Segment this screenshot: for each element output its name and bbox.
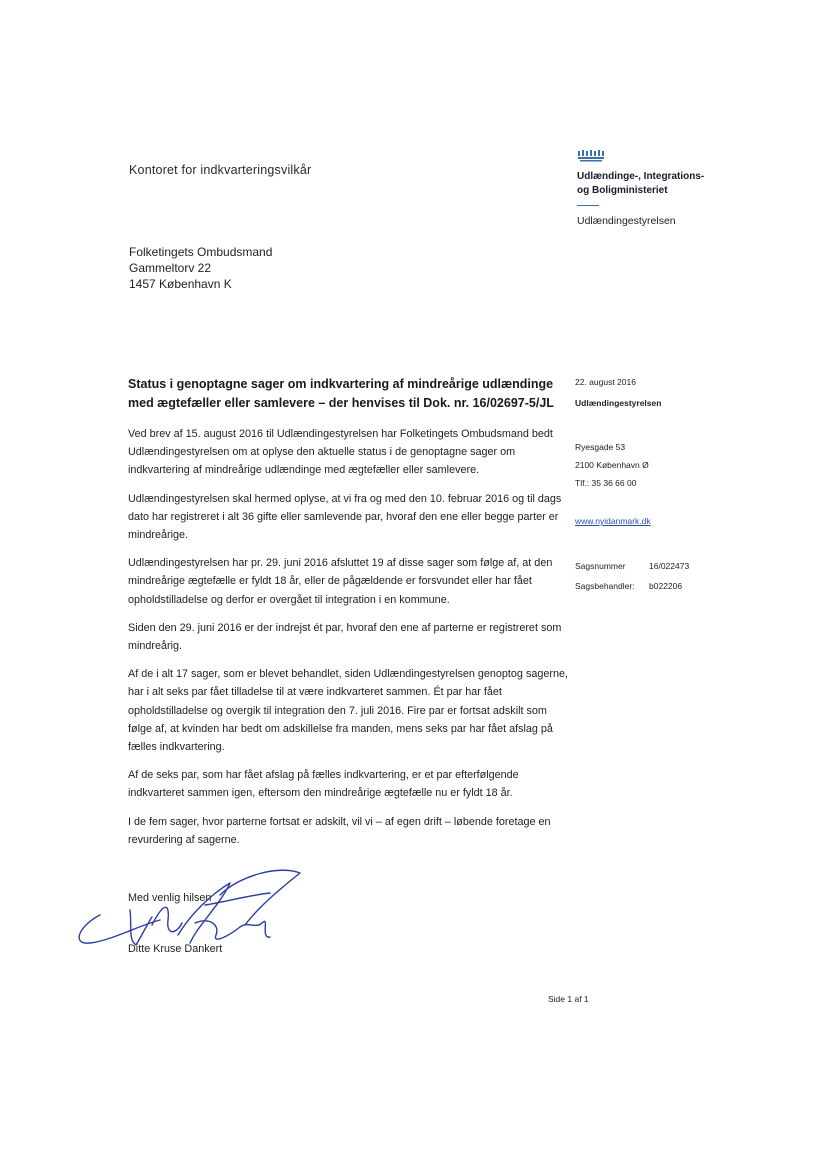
body-paragraph: Af de seks par, som har fået afslag på fælles indkvartering, er et par efterfølgende indkvarteret sammen igen, eftersom den mindreårige ægtefælle nu er fyldt 18 år. <box>128 769 519 800</box>
address-line: 2100 København Ø <box>575 460 649 470</box>
handwritten-signature <box>70 865 330 960</box>
ministry-line-1: Udlændinge-, Integrations- <box>577 171 705 182</box>
phone-number: Tlf.: 35 36 66 00 <box>575 478 637 488</box>
letter-date: 22. august 2016 <box>575 377 636 387</box>
case-meta <box>575 556 689 596</box>
body-paragraph: Udlændingestyrelsen har pr. 29. juni 2016 afsluttet 19 af disse sager som følge af, at den mindreårige ægtefælle er fyldt 18 år, eller de pågældende er forsvundet eller har fået opholdstilladelse og derfor er overgået til integration i en kommune. <box>128 557 553 606</box>
case-handler-row <box>575 576 689 596</box>
body-paragraph: Ved brev af 15. august 2016 til Udlændingestyrelsen har Folketingets Ombudsmand bedt Udlændingestyrelsen om at oplyse den aktuelle status i de genoptagne sager om indkvartering af mindreårige udlændinge med ægtefæller eller samlevere. <box>128 428 553 477</box>
recipient-address <box>129 244 272 292</box>
page-number: Side 1 af 1 <box>548 994 589 1004</box>
website-link[interactable]: www.nyidanmark.dk <box>575 516 651 526</box>
sidebar-address <box>575 438 649 492</box>
signatory-name: Ditte Kruse Dankert <box>128 943 223 955</box>
logo-divider <box>577 205 599 206</box>
body-paragraph: Af de i alt 17 sager, som er blevet behandlet, siden Udlændingestyrelsen genoptog sagerne, har i alt seks par fået tilladelse til at være indkvarteret sammen. Ét par har fået opholdstilladelse og overgik til integration den 7. juli 2016. Fire par er fortsat adskilt som følge af, at kvinden har bedt om adskillelse fra manden, mens seks par har fået afslag på fælles indkvartering. <box>128 668 568 754</box>
body-paragraph: Udlændingestyrelsen skal hermed oplyse, at vi fra og med den 10. februar 2016 og til dags dato har registreret i alt 36 gifte eller samlevende par, hvoraf den ene eller begge parter er mindreårige. <box>128 492 562 542</box>
sidebar-agency: Udlændingestyrelsen <box>575 398 662 408</box>
office-name: Kontoret for indkvarteringsvilkår <box>129 163 312 177</box>
agency-name: Udlændingestyrelsen <box>577 215 676 227</box>
recipient-line: Gammeltorv 22 <box>129 261 212 275</box>
letter-body <box>128 425 568 859</box>
case-number-row <box>575 556 689 576</box>
case-number-label: Sagsnummer <box>575 561 626 571</box>
crown-logo-icon <box>577 150 605 162</box>
recipient-line: Folketingets Ombudsmand <box>129 245 273 259</box>
ministry-name <box>577 170 737 198</box>
case-handler-label: Sagsbehandler: <box>575 581 635 591</box>
closing-greeting: Med venlig hilsen <box>128 892 212 904</box>
body-paragraph: Siden den 29. juni 2016 er der indrejst ét par, hvoraf den ene af parterne er registreret som mindreårig. <box>128 621 562 653</box>
case-number-value: 16/022473 <box>649 561 690 571</box>
letter-subject: Status i genoptagne sager om indkvartering af mindreårige udlændinge med ægtefæller eller samlevere – der henvises til Dok. nr. 16/02697-5/JL <box>128 377 554 410</box>
body-paragraph: I de fem sager, hvor parterne fortsat er adskilt, vil vi – af egen drift – løbende foretage en revurdering af sagerne. <box>128 815 551 846</box>
ministry-line-2: og Boligministeriet <box>577 185 668 196</box>
case-handler-value: b022206 <box>649 581 683 591</box>
address-line: Ryesgade 53 <box>575 442 626 452</box>
recipient-line: 1457 København K <box>129 277 232 291</box>
